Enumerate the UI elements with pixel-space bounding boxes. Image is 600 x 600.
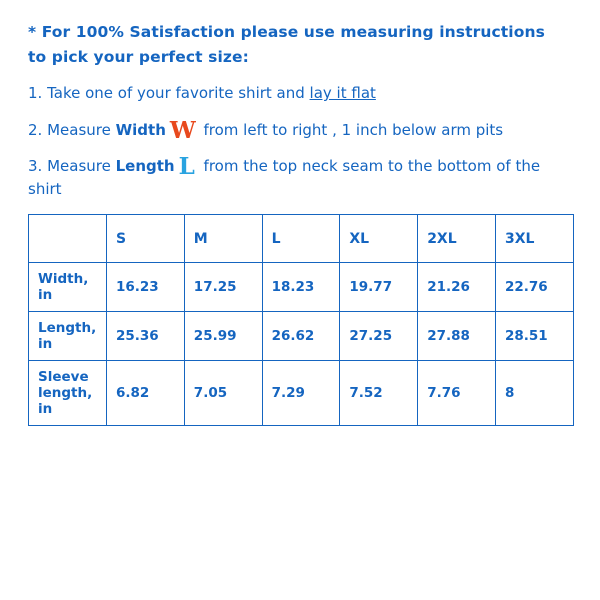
row-label-length: Length, in xyxy=(29,312,107,361)
table-corner-cell xyxy=(29,215,107,263)
step-2-number: 2. xyxy=(28,120,43,139)
sleeve-xl: 7.52 xyxy=(340,361,418,426)
width-l: 18.23 xyxy=(262,263,340,312)
table-header-row xyxy=(29,215,574,263)
step-1-text: Take one of your favorite shirt and xyxy=(42,84,310,103)
width-xl: 19.77 xyxy=(340,263,418,312)
sleeve-3xl: 8 xyxy=(495,361,573,426)
step-3-number: 3. xyxy=(28,157,43,176)
table-row xyxy=(29,312,574,361)
length-l: 26.62 xyxy=(262,312,340,361)
length-2xl: 27.88 xyxy=(418,312,496,361)
length-m: 25.99 xyxy=(184,312,262,361)
sleeve-s: 6.82 xyxy=(107,361,185,426)
step-1-emphasis: lay it flat xyxy=(309,84,376,103)
width-m: 17.25 xyxy=(184,263,262,312)
column-header-xl: XL xyxy=(340,215,418,263)
column-header-2xl: 2XL xyxy=(418,215,496,263)
table-row xyxy=(29,263,574,312)
size-chart-table xyxy=(28,214,574,426)
intro-line-1: * For 100% Satisfaction please use measuring instructions xyxy=(28,23,545,41)
step-3-text-after: from the top neck seam to the bottom of xyxy=(198,157,511,176)
width-marker-icon: W xyxy=(169,116,196,144)
length-s: 25.36 xyxy=(107,312,185,361)
step-2-text-before: Measure xyxy=(42,120,116,139)
column-header-l: L xyxy=(262,215,340,263)
row-label-width: Width, in xyxy=(29,263,107,312)
sleeve-2xl: 7.76 xyxy=(418,361,496,426)
width-3xl: 22.76 xyxy=(495,263,573,312)
step-3-bold-word: Length xyxy=(115,157,175,176)
step-1 xyxy=(28,82,572,105)
step-3 xyxy=(28,155,572,200)
column-header-m: M xyxy=(184,215,262,263)
length-3xl: 28.51 xyxy=(495,312,573,361)
step-2 xyxy=(28,116,572,144)
intro-line-2: to pick your perfect size: xyxy=(28,48,249,67)
step-2-bold-word: Width xyxy=(115,120,166,139)
column-header-3xl: 3XL xyxy=(495,215,573,263)
column-header-s: S xyxy=(107,215,185,263)
row-label-sleeve-length: Sleeve length, in xyxy=(29,361,107,426)
width-s: 16.23 xyxy=(107,263,185,312)
step-3-text-before: Measure xyxy=(42,157,116,176)
length-marker-icon: L xyxy=(178,153,195,181)
step-3-text-wrap: the shirt xyxy=(28,157,541,198)
table-row xyxy=(29,361,574,426)
length-xl: 27.25 xyxy=(340,312,418,361)
step-2-text-after: from left to right , 1 inch below arm pits xyxy=(198,120,504,139)
sleeve-m: 7.05 xyxy=(184,361,262,426)
sleeve-l: 7.29 xyxy=(262,361,340,426)
step-1-number: 1. xyxy=(28,84,43,103)
width-2xl: 21.26 xyxy=(418,263,496,312)
